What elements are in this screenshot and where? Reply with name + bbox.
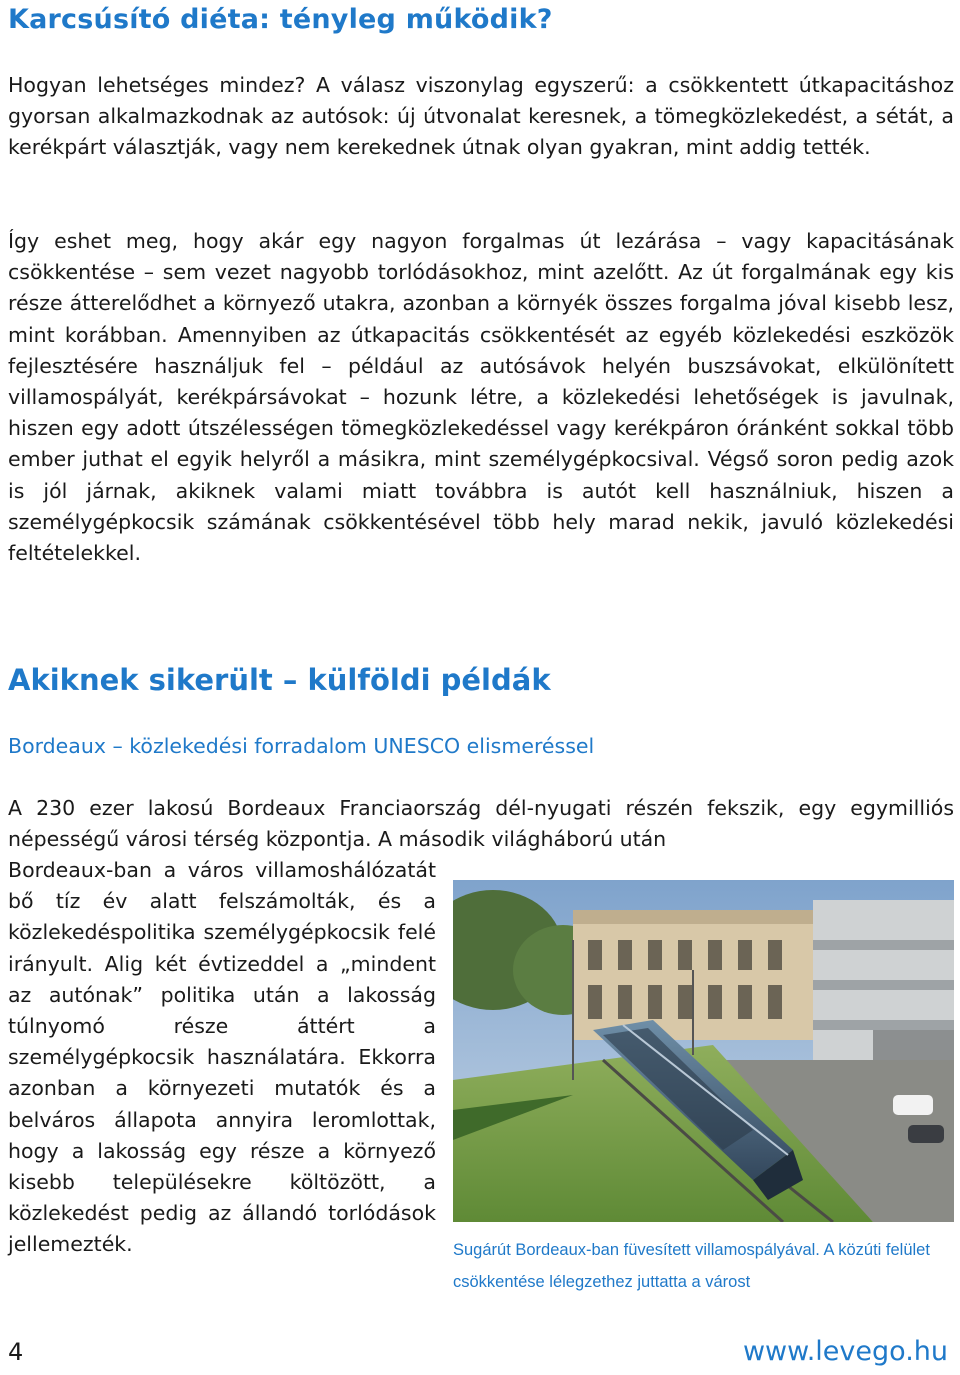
paragraph-1: Hogyan lehetséges mindez? A válasz viszonylag egyszerű: a csökkentett útkapacitáshoz gyorsan alkalmazkodnak az autósok: új útvonalat keresnek, a tömegközlekedést, a sétát, a kerékpárt választják, vagy nem kerekednek útnak olyan gyakran, mint addig tették.	[8, 73, 954, 160]
tram-photo	[453, 880, 954, 1222]
website-url[interactable]: www.levego.hu	[742, 1336, 948, 1367]
section-body-paragraph: Bordeaux-ban a város villamoshálózatát bő tíz év alatt felszámolták, és a közlekedéspolitika személygépkocsik felé irányult. Alig két évtizeddel a „mindent az autónak” politika után a lakosság túlnyomó része áttért a személygépkocsik használatára. Ekkorra azonban a környezeti mutatók és a belváros állapota annyira leromlottak, hogy a lakosság egy része a környező kisebb településekre költözött, a közlekedést pedig az állandó torlódások jellemezték.	[8, 858, 436, 1257]
article-title: Karcsúsító diéta: tényleg működik?	[8, 4, 553, 35]
paragraph-2: Így eshet meg, hogy akár egy nagyon forgalmas út lezárása – vagy kapacitásának csökkentése – sem vezet nagyobb torlódásokhoz, mint azelőtt. Az út forgalmának egy kis része átterelődhet a környező utakra, azonban a környék összes forgalma jóval kisebb lesz, mint korábban. Amennyiben az útkapacitás csökkentését az egyéb közlekedési eszközök fejlesztésére használjuk fel – például az autósávok helyén buszsávokat, elkülönített villamospályát, kerékpársávokat – hozunk létre, a közlekedési lehetőségek is javulnak, hiszen egy adott útszélességen tömegközlekedéssel vagy kerékpáron óránként sokkal több ember juthat el egyik helyről a másikra, mint személygépkocsival. Végső soron pedig azok is jól járnak, akiknek valami miatt továbbra is autót kell használniuk, hiszen a személygépkocsik számának csökkentésével több hely marad nekik, javuló közlekedési feltételekkel.	[8, 229, 954, 566]
page-number: 4	[8, 1338, 24, 1366]
tram-photo-illustration	[453, 880, 954, 1222]
section-subtitle: Bordeaux – közlekedési forradalom UNESCO elismeréssel	[8, 734, 595, 758]
section-intro-paragraph: A 230 ezer lakosú Bordeaux Franciaország dél-nyugati részén fekszik, egy egymilliós népességű városi térség központja. A második világháború után	[8, 796, 954, 852]
section-title: Akiknek sikerült – külföldi példák	[8, 663, 551, 697]
photo-caption: Sugárút Bordeaux-ban füvesített villamospályával. A közúti felület csökkentése lélegzethez juttatta a várost	[453, 1241, 930, 1291]
